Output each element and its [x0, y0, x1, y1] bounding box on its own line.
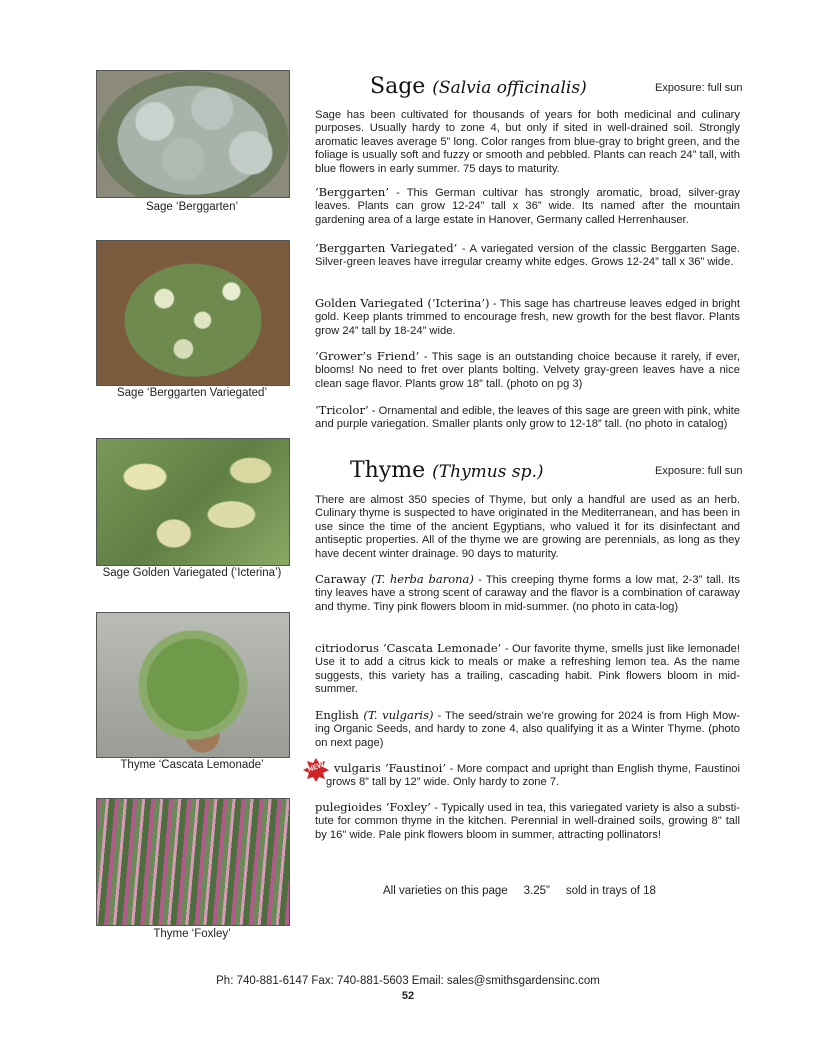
variety-entry — [315, 642, 740, 697]
photo-sage-berggarten — [96, 70, 290, 198]
variety-entry — [315, 573, 740, 614]
variety-text: - Ornamental and edible, the leaves of this sage are green with pink, white and purple variegation. Smaller plants only grow to 12-18” tall. (no photo in catalog) — [315, 405, 740, 431]
variety-text: - The seed/strain we’re growing for 2024 is from High Mow-ing Organic Seeds, and hardy to zone 4, also qualifying it as a Winter Thyme. (photo on next page) — [315, 710, 740, 749]
variety-latin: (T. vulgaris) — [363, 708, 434, 722]
variety-name: ‘Berggarten’ — [315, 185, 389, 199]
herb-latin-name: (Thymus sp.) — [432, 462, 544, 482]
photo-caption: Sage ‘Berggarten’ — [145, 201, 239, 213]
variety-name: ‘Berggarten Variegated’ — [315, 241, 458, 255]
variety-name: pulegioides ‘Foxley’ — [315, 800, 431, 814]
variety-name: ‘Tricolor’ — [315, 403, 369, 417]
sage-exposure: Exposure: full sun — [655, 82, 743, 94]
variety-entry — [315, 801, 740, 842]
variety-text: - This sage is an outstanding choice because it rarely, if ever, blooms! No need to fret over plants bolting. Velvety gray-green leaves have a nice clean sage flavor. Plants grow 18” tall. (photo on pg 3) — [315, 351, 740, 390]
photo-caption: Thyme ‘Foxley’ — [153, 928, 231, 940]
variety-entry — [315, 242, 740, 270]
thyme-exposure: Exposure: full sun — [655, 465, 743, 477]
variety-text: - More compact and upright than English thyme, Faustinoi grows 8” tall by 12” wide. Only hardy to zone 7. — [326, 763, 740, 789]
variety-latin: (T. herba barona) — [370, 572, 474, 586]
variety-name: Golden Variegated (‘Icterina’) — [315, 296, 490, 310]
variety-name: ‘Grower’s Friend’ — [315, 349, 420, 363]
thyme-intro: There are almost 350 species of Thyme, but only a handful are used as an herb. Culinary thyme is suspected to have originated in the Mediterranean, and has been in use since the time of the ancient Egyptians, who valued it for its disinfectant and antiseptic properties. All of the thyme we are growing are perennials, as long as they have decent winter drainage. 90 days to maturity. — [315, 494, 740, 560]
variety-name: vulgaris ‘Faustinoi’ — [334, 761, 446, 775]
photo-caption: Sage Golden Variegated (‘Icterina’) — [102, 567, 282, 579]
photo-thyme-cascata-lemonade — [96, 612, 290, 758]
variety-entry — [315, 186, 740, 227]
variety-text: - This creeping thyme forms a low mat, 2-3” tall. Its tiny leaves have a strong scent of caraway and the flavor is a combination of caraway and thyme. Tiny pink flowers bloom in mid-summer. (no photo in cata-log) — [315, 574, 740, 613]
thyme-heading — [350, 458, 544, 483]
herb-name: Thyme — [350, 458, 426, 483]
sage-intro: Sage has been cultivated for thousands of years for both medicinal and culinary purposes. Usually hardy to zone 4, but only if sited in well-drained soil. Strongly aromatic leaves average 5” long. Color ranges from blue-gray to bright green, and the foliage is usually soft and fuzzy or smooth and pebbled. Plants can reach 24” tall, with blue flowers in early summer. 75 days to maturity. — [315, 109, 740, 175]
variety-text: - A variegated version of the classic Berggarten Sage. Silver-green leaves have irregular creamy white edges. Grows 12-24” tall x 36” wide. — [315, 243, 740, 269]
variety-name: English — [315, 708, 364, 722]
tray-size-note: All varieties on this page 3.25” sold in trays of 18 — [383, 885, 656, 897]
sage-heading — [370, 74, 587, 99]
photo-sage-golden-variegated — [96, 438, 290, 566]
variety-text: - This German cultivar has strongly aromatic, broad, silver-gray leaves. Plants can grow 12-24” tall x 36” wide. Its named after the mountain gardening area of a large estate in Hanover, Germany called Herrenhauser. — [315, 187, 740, 226]
herb-name: Sage — [370, 74, 426, 99]
new-badge-label: NEW — [307, 761, 325, 774]
photo-sage-berggarten-variegated — [96, 240, 290, 386]
variety-text: - Our favorite thyme, smells just like lemonade! Use it to add a citrus kick to meals or make a refreshing lemon tea. As the name suggests, this variety has a trailing, cascading habit. Pink flowers bloom in mid-summer. — [315, 643, 740, 696]
variety-entry — [326, 762, 740, 790]
herb-latin-name: (Salvia officinalis) — [432, 78, 587, 98]
variety-name: Caraway — [315, 572, 371, 586]
variety-text: - Typically used in tea, this variegated variety is also a substi-tute for common thyme in the kitchen. Perennial in well-drained soils, growing 8" tall by 16" wide. Pale pink flowers bloom in summer, attracting pollinators! — [315, 802, 740, 841]
photo-caption: Sage ‘Berggarten Variegated’ — [116, 387, 268, 399]
page-number: 52 — [401, 990, 415, 1002]
variety-entry — [315, 404, 740, 432]
variety-text: - This sage has chartreuse leaves edged in bright gold. Keep plants trimmed to encourage fresh, new growth for the best flavor. Plants grow 24” tall by 18-24” wide. — [315, 298, 740, 337]
contact-line: Ph: 740-881-6147 Fax: 740-881-5603 Email: sales@smithsgardensinc.com — [216, 975, 600, 987]
photo-thyme-foxley — [96, 798, 290, 926]
variety-entry — [315, 350, 740, 391]
variety-entry — [315, 709, 740, 750]
photo-caption: Thyme ‘Cascata Lemonade’ — [120, 759, 264, 771]
variety-entry — [315, 297, 740, 338]
variety-name: citriodorus ‘Cascata Lemonade’ — [315, 641, 502, 655]
